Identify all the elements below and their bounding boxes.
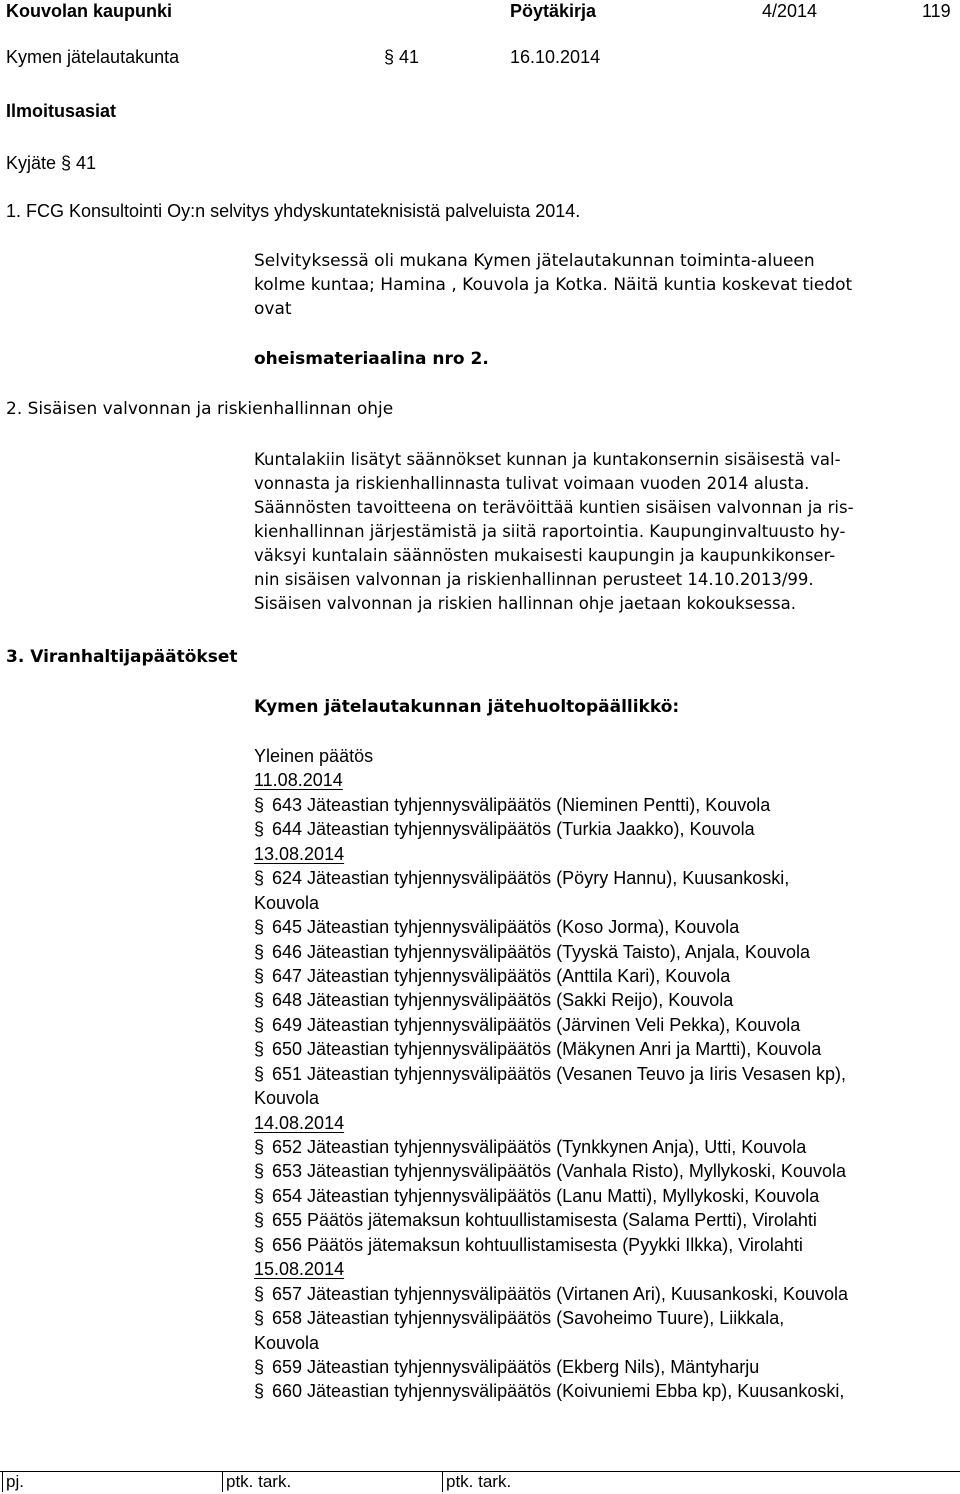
decision-item — [254, 1355, 960, 1379]
decision-date-text: 15.08.2014 — [254, 1259, 345, 1280]
item1-text-line2: kolme kuntaa; Hamina , Kouvola ja Kotka. Näitä kuntia koskevat tiedot — [254, 275, 853, 295]
decision-item-text: 654 Jäteastian tyhjennysvälipäätös (Lanu Matti), Myllykoski, Kouvola — [272, 1185, 820, 1206]
footer-checker1: ptk. tark. — [226, 1472, 292, 1491]
decision-item — [254, 940, 960, 964]
item2-line: Säännösten tavoitteena on terävöittää kuntien sisäisen valvonnan ja ris- — [254, 498, 854, 517]
decision-item — [254, 1159, 960, 1183]
footer-checker2: ptk. tark. — [446, 1472, 512, 1491]
meeting-date: 16.10.2014 — [510, 47, 601, 67]
decision-date-text: 13.08.2014 — [254, 843, 345, 864]
section-number: § 41 — [384, 47, 420, 67]
section-sign: § — [254, 1185, 265, 1206]
decision-item — [254, 1037, 960, 1061]
decision-date — [254, 842, 960, 866]
decision-item-text: 655 Päätös jätemaksun kohtuullistamisesta (Salama Pertti), Virolahti — [272, 1210, 817, 1231]
section-sign: § — [254, 1039, 265, 1060]
decision-item-continuation: Kouvola — [254, 892, 320, 913]
decision-item — [254, 1306, 960, 1330]
decision-date-text: 11.08.2014 — [254, 770, 343, 791]
decision-item-text: 656 Päätös jätemaksun kohtuullistamisesta (Pyykki Ilkka), Virolahti — [272, 1234, 803, 1255]
section-sign: § — [254, 1063, 265, 1084]
decision-item-text: 653 Jäteastian tyhjennysvälipäätös (Vanhala Risto), Myllykoski, Kouvola — [272, 1161, 846, 1182]
decision-item-text: 624 Jäteastian tyhjennysvälipäätös (Pöyry Hannu), Kuusankoski, — [272, 868, 790, 889]
organization-name: Kouvolan kaupunki — [6, 1, 173, 21]
item1-attachment: oheismateriaalina nro 2. — [254, 349, 489, 369]
section-sign: § — [254, 794, 265, 815]
item2-line: vonnasta ja riskienhallinnasta tulivat voimaan vuoden 2014 alusta. — [254, 474, 810, 493]
decision-item — [254, 1233, 960, 1257]
item1-text-line3: ovat — [254, 299, 292, 319]
item2-line: Kuntalakiin lisätyt säännökset kunnan ja kuntakonsernin sisäisestä val- — [254, 450, 841, 469]
decision-item — [254, 1379, 960, 1403]
item2-heading: 2. Sisäisen valvonnan ja riskienhallinnan ohje — [6, 399, 394, 419]
section-sign: § — [254, 1356, 265, 1377]
item2-line: kienhallinnan järjestämistä ja siitä raportointia. Kaupunginvaltuusto hy- — [254, 522, 846, 541]
section-sign: § — [254, 917, 265, 938]
section-sign: § — [254, 1210, 265, 1231]
decision-item — [254, 915, 960, 939]
item2-line: Sisäisen valvonnan ja riskien hallinnan ohje jaetaan kokouksessa. — [254, 594, 797, 613]
footer-initials: pj. — [6, 1472, 24, 1491]
decision-item — [254, 1208, 960, 1232]
page-number: 119 — [922, 1, 951, 21]
section-sign: § — [254, 1137, 265, 1157]
item2-line: nin sisäisen valvonnan ja riskienhallinnan perusteet 14.10.2013/99. — [254, 570, 814, 589]
decision-item-text: 647 Jäteastian tyhjennysvälipäätös (Anttila Kari), Kouvola — [272, 965, 731, 986]
decision-item — [254, 988, 960, 1012]
section-sign: § — [254, 941, 265, 962]
decision-item-text: 659 Jäteastian tyhjennysvälipäätös (Ekberg Nils), Mäntyharju — [272, 1356, 760, 1377]
decision-item-text: 651 Jäteastian tyhjennysvälipäätös (Vesanen Teuvo ja Iiris Vesasen kp), — [272, 1063, 847, 1084]
decision-date-text: 14.08.2014 — [254, 1112, 345, 1133]
decision-item-text: 660 Jäteastian tyhjennysvälipäätös (Koivuniemi Ebba kp), Kuusankoski, — [272, 1381, 845, 1402]
board-name: Kymen jätelautakunta — [6, 47, 180, 67]
decision-item — [254, 1184, 960, 1208]
decision-item-text: 650 Jäteastian tyhjennysvälipäätös (Mäkynen Anri ja Martti), Kouvola — [272, 1039, 822, 1060]
section-sign: § — [254, 1283, 265, 1304]
decision-item-text: 645 Jäteastian tyhjennysvälipäätös (Koso Jorma), Kouvola — [272, 917, 740, 938]
decision-item — [254, 817, 960, 841]
section-sign: § — [254, 1161, 265, 1182]
decision-item-text: 649 Jäteastian tyhjennysvälipäätös (Järvinen Veli Pekka), Kouvola — [272, 1014, 801, 1035]
item1-heading: 1. FCG Konsultointi Oy:n selvitys yhdyskuntateknisistä palveluista 2014. — [6, 201, 581, 221]
decision-item-text: 643 Jäteastian tyhjennysvälipäätös (Nieminen Pentti), Kouvola — [272, 794, 771, 815]
decision-date — [254, 1111, 960, 1135]
decision-item — [254, 793, 960, 817]
decision-item-continuation: Kouvola — [254, 1332, 320, 1353]
section-sign: § — [254, 1014, 265, 1035]
section-sign: § — [254, 1381, 265, 1402]
decision-list — [254, 744, 960, 1404]
section-sign: § — [254, 868, 265, 889]
document-type: Pöytäkirja — [510, 1, 597, 21]
section-sign: § — [254, 990, 265, 1011]
decision-date — [254, 768, 960, 792]
decision-item-text: 658 Jäteastian tyhjennysvälipäätös (Savoheimo Tuure), Liikkala, — [272, 1308, 785, 1329]
footer-separator — [2, 1472, 3, 1492]
page-title: Ilmoitusasiat — [6, 101, 117, 121]
decision-item — [254, 1282, 960, 1306]
decision-item-text: 652 Jäteastian tyhjennysvälipäätös (Tynkkynen Anja), Utti, Kouvola — [272, 1137, 807, 1157]
decision-item — [254, 1135, 960, 1159]
decision-item — [254, 1062, 960, 1086]
issue-number: 4/2014 — [762, 1, 818, 21]
decision-item — [254, 964, 960, 988]
decision-item-text: 644 Jäteastian tyhjennysvälipäätös (Turkia Jaakko), Kouvola — [272, 819, 755, 840]
footer-separator — [442, 1472, 443, 1492]
decision-item — [254, 1013, 960, 1037]
item3-heading: 3. Viranhaltijapäätökset — [6, 647, 238, 667]
decision-type: Yleinen päätös — [254, 746, 374, 766]
decision-item-text: 657 Jäteastian tyhjennysvälipäätös (Virtanen Ari), Kuusankoski, Kouvola — [272, 1283, 849, 1304]
item2-line: väksyi kuntalain säännösten mukaisesti kaupungin ja kaupunkikonser- — [254, 546, 836, 565]
decision-date — [254, 1257, 960, 1281]
footer-separator — [222, 1472, 223, 1492]
section-sign: § — [254, 819, 265, 840]
item3-subheading: Kymen jätelautakunnan jätehuoltopäällikkö: — [254, 697, 680, 717]
kyjate-section: Kyjäte § 41 — [6, 153, 97, 173]
section-sign: § — [254, 1234, 265, 1255]
decision-item-text: 646 Jäteastian tyhjennysvälipäätös (Tyyskä Taisto), Anjala, Kouvola — [272, 941, 810, 962]
section-sign: § — [254, 1308, 265, 1329]
section-sign: § — [254, 965, 265, 986]
item2-paragraph — [254, 448, 954, 616]
decision-item — [254, 866, 960, 890]
decision-item-continuation: Kouvola — [254, 1088, 320, 1109]
item1-text-line1: Selvityksessä oli mukana Kymen jätelautakunnan toiminta-alueen — [254, 251, 815, 271]
decision-item-text: 648 Jäteastian tyhjennysvälipäätös (Sakki Reijo), Kouvola — [272, 990, 734, 1011]
